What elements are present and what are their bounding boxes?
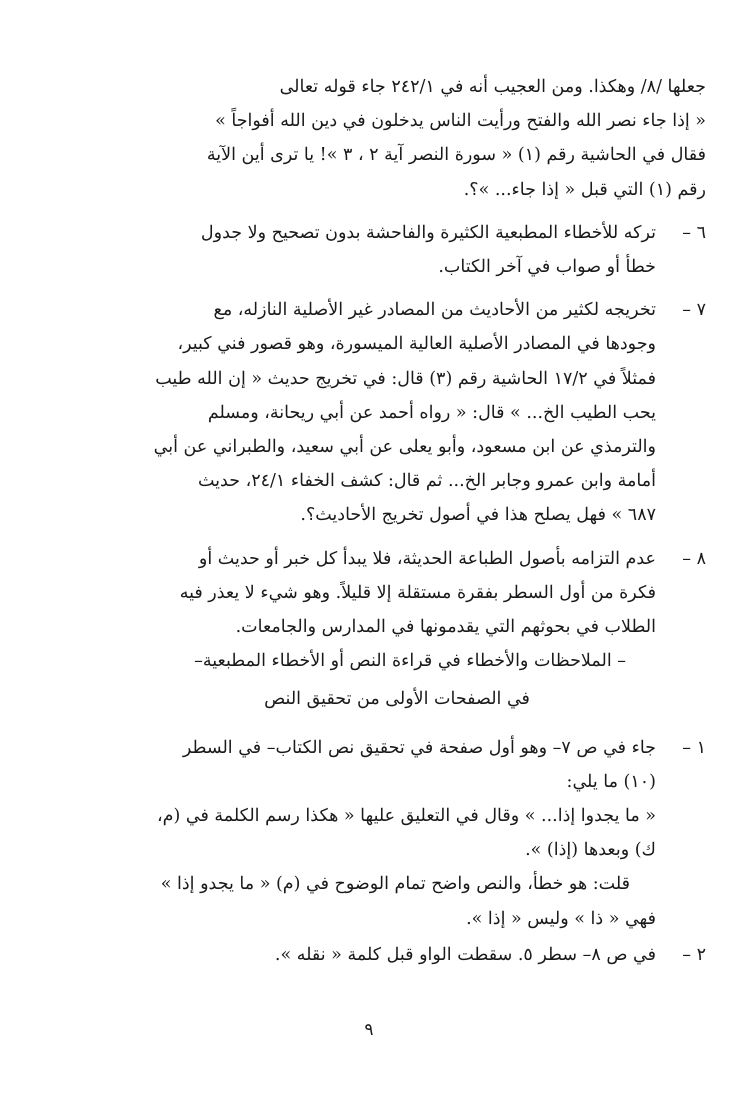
- text-line: رقم (١) التي قبل « إذا جاء... »؟.: [463, 179, 706, 200]
- text-line: خطأ أو صواب في آخر الكتاب.: [438, 257, 656, 278]
- text-line: (١٠) ما يلي:: [566, 771, 656, 792]
- text-line: في ص ٨– سطر ٥. سقطت الواو قبل كلمة « نقله ».: [274, 944, 656, 965]
- page-number: ٩: [364, 1020, 374, 1040]
- text-line: تركه للأخطاء المطبعية الكثيرة والفاحشة بدون تصحيح ولا جدول: [200, 222, 656, 243]
- text-line: فقال في الحاشية رقم (١) « سورة النصر آية ٢ ، ٣ »! يا ترى أين الآية: [206, 145, 706, 166]
- list-item-6: [68, 216, 706, 284]
- intro-paragraph: [68, 70, 706, 207]
- list-item-7: [68, 293, 706, 532]
- text-line: أمامة وابن عمرو وجابر الخ... ثم قال: كشف الخفاء ٢٤/١، حديث: [197, 471, 656, 492]
- text-line: والترمذي عن ابن مسعود، وأبو يعلى عن أبي سعيد، والطبراني عن أبي: [153, 437, 656, 458]
- item-body: [68, 216, 656, 284]
- page-content: [68, 70, 706, 981]
- text-line: الطلاب في بحوثهم التي يقدمونها في المدارس والجامعات.: [235, 617, 656, 638]
- text-line: فمثلاً في ١٧/٢ الحاشية رقم (٣) قال: في تخريج حديث « إن الله طيب: [155, 368, 656, 389]
- list-item-2: [68, 938, 706, 972]
- item-body: [68, 731, 656, 936]
- text-line: يحب الطيب الخ... » قال: « رواه أحمد عن أبي ريحانة، ومسلم: [207, 402, 656, 423]
- item-number: ١ –: [682, 737, 706, 758]
- text-line: فكرة من أول السطر بفقرة مستقلة إلا قليلاً. وهو شيء لا يعذر فيه: [179, 582, 656, 603]
- text-line: « ما يجدوا إذا... » وقال في التعليق عليها « هكذا رسم الكلمة في (م،: [156, 806, 656, 827]
- text-line: ٦٨٧ » فهل يصلح هذا في أصول تخريج الأحاديث؟.: [300, 505, 656, 526]
- text-line: « إذا جاء نصر الله والفتح ورأيت الناس يدخلون في دين الله أفواجاً »: [215, 111, 706, 132]
- section-heading-line-1: – الملاحظات والأخطاء في قراءة النص أو الأخطاء المطبعية–: [194, 651, 626, 672]
- item-body: [68, 542, 656, 645]
- item-body: [68, 938, 656, 972]
- list-item-1: [68, 731, 706, 936]
- text-line: فهي « ذا » وليس « إذا ».: [466, 908, 656, 929]
- item-number: ٨ –: [682, 548, 706, 569]
- item-number: ٢ –: [682, 944, 706, 965]
- text-line: جاء في ص ٧– وهو أول صفحة في تحقيق نص الكتاب– في السطر: [182, 737, 656, 758]
- text-line: تخريجه لكثير من الأحاديث من المصادر غير الأصلية النازله، مع: [213, 300, 656, 321]
- text-line: وجودها في المصادر الأصلية العالية الميسورة، وهو قصور فني كبير،: [177, 334, 656, 355]
- text-line: عدم التزامه بأصول الطباعة الحديثة، فلا يبدأ كل خبر أو حديث أو: [198, 548, 656, 569]
- text-line: قلت: هو خطأ، والنص واضح تمام الوضوح في (م) « ما يجدو إذا »: [160, 874, 630, 895]
- list-item-8: [68, 542, 706, 645]
- item-number: ٦ –: [682, 222, 706, 243]
- text-line: ك) وبعدها (إذا) ».: [525, 840, 656, 861]
- text-line: جعلها /٨/ وهكذا. ومن العجيب أنه في ٢٤٢/١ جاء قوله تعالى: [279, 77, 706, 97]
- item-number: ٧ –: [682, 300, 706, 321]
- item-body: [68, 293, 656, 532]
- section-heading-line-2: في الصفحات الأولى من تحقيق النص: [264, 689, 530, 710]
